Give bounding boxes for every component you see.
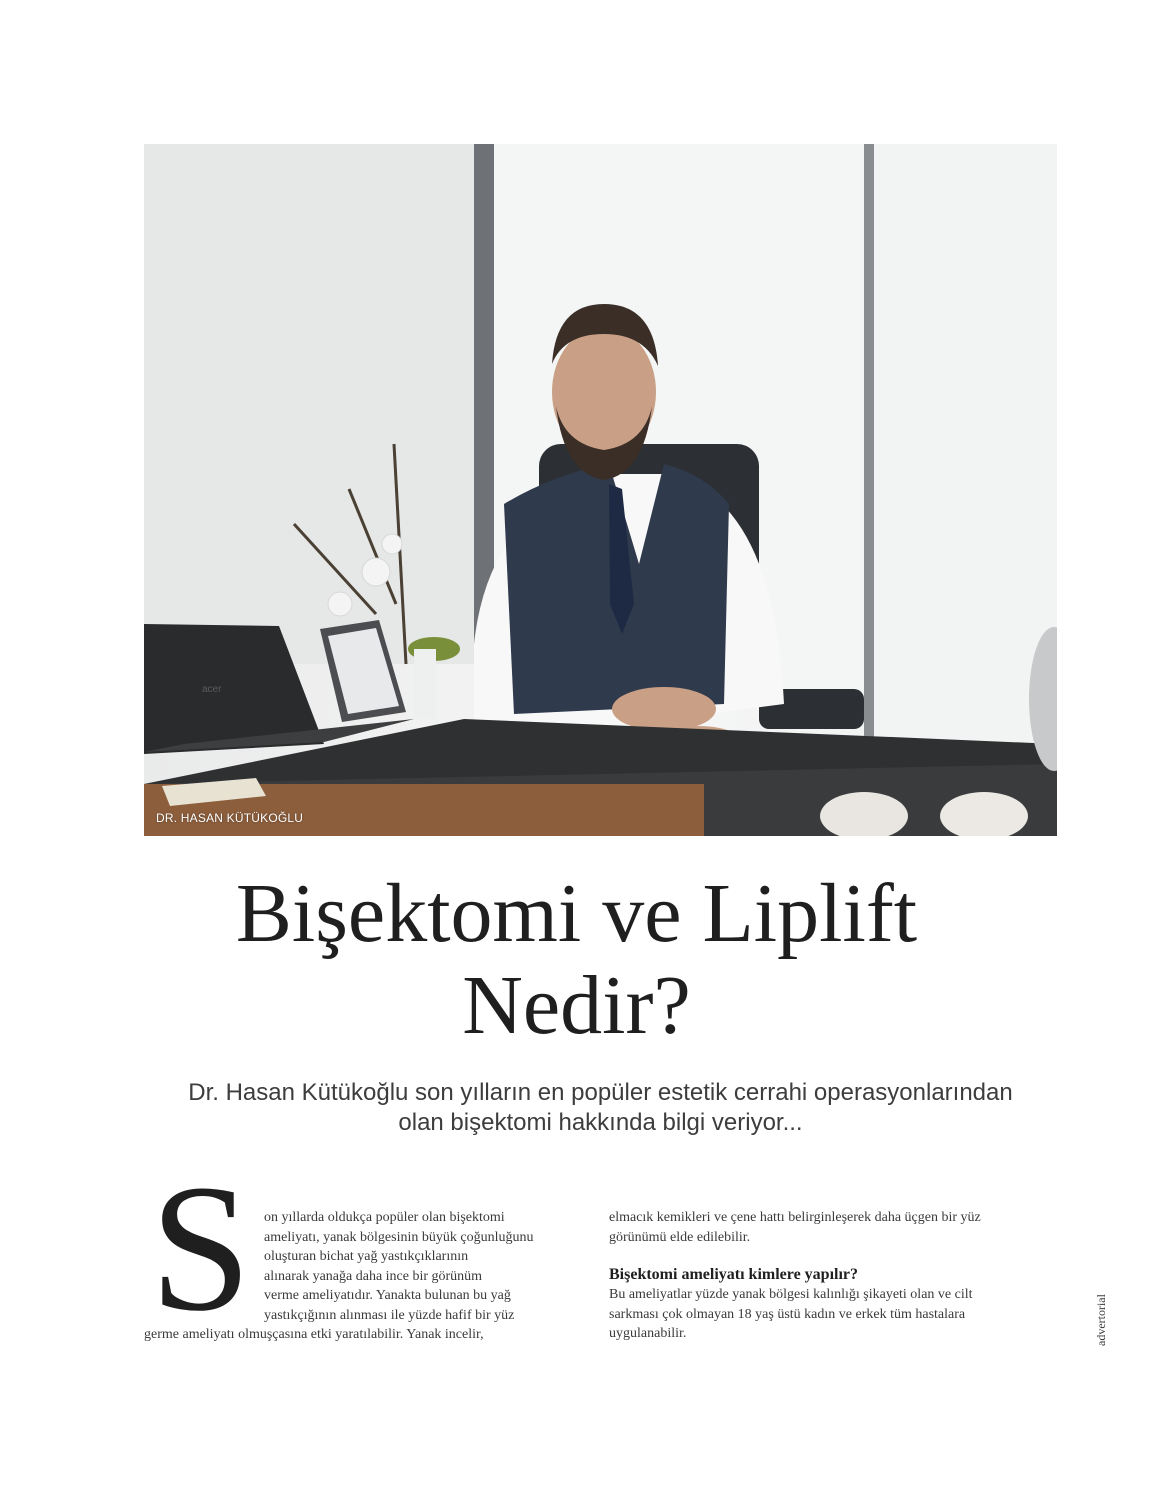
advertorial-tag: advertorial (1094, 1294, 1108, 1346)
office-scene-illustration (144, 144, 1057, 836)
article-subtitle (144, 1078, 1057, 1138)
body-line: elmacık kemikleri ve çene hattı belirginleşerek daha üçgen bir yüz (609, 1210, 981, 1225)
body-line: uygulanabilir. (609, 1326, 687, 1341)
body-line: verme ameliyatıdır. Yanakta bulunan bu yağ (264, 1288, 511, 1303)
body-column-2 (609, 1208, 1059, 1344)
body-line: Bu ameliyatlar yüzde yanak bölgesi kalınlığı şikayeti olan ve cilt (609, 1287, 973, 1302)
subtitle-line-1: Dr. Hasan Kütükoğlu son yılların en popüler estetik cerrahi operasyonlarından (188, 1079, 1013, 1106)
body-line: on yıllarda oldukça popüler olan bişektomi (264, 1210, 505, 1225)
laptop-logo: acer (202, 684, 222, 695)
title-line-1: Bişektomi ve Liplift (235, 867, 918, 960)
body-column-1 (144, 1208, 592, 1345)
section-heading: Bişektomi ameliyatı kimlere yapılır? (609, 1266, 859, 1283)
body-line: germe ameliyatı olmuşçasına etki yaratılabilir. Yanak incelir, (144, 1327, 484, 1342)
title-line-2: Nedir? (462, 959, 691, 1052)
body-line: yastıkçığının alınması ile yüzde hafif bir yüz (264, 1307, 515, 1323)
body-line: görünümü elde edilebilir. (609, 1229, 751, 1245)
body-line: oluşturan bichat yağ yastıkçıklarının (264, 1249, 469, 1264)
body-line: alınarak yanağa daha ince bir görünüm (264, 1268, 483, 1284)
article-title (0, 868, 1153, 1052)
subtitle-line-2: olan bişektomi hakkında bilgi veriyor... (398, 1109, 803, 1136)
drop-cap: S (150, 1148, 252, 1349)
photo-caption: DR. HASAN KÜTÜKOĞLU (156, 811, 304, 825)
body-line: sarkması çok olmayan 18 yaş üstü kadın ve erkek tüm hastalara (609, 1306, 966, 1322)
body-line: ameliyatı, yanak bölgesinin büyük çoğunluğunu (264, 1229, 534, 1245)
doctor-photo (144, 144, 1057, 836)
